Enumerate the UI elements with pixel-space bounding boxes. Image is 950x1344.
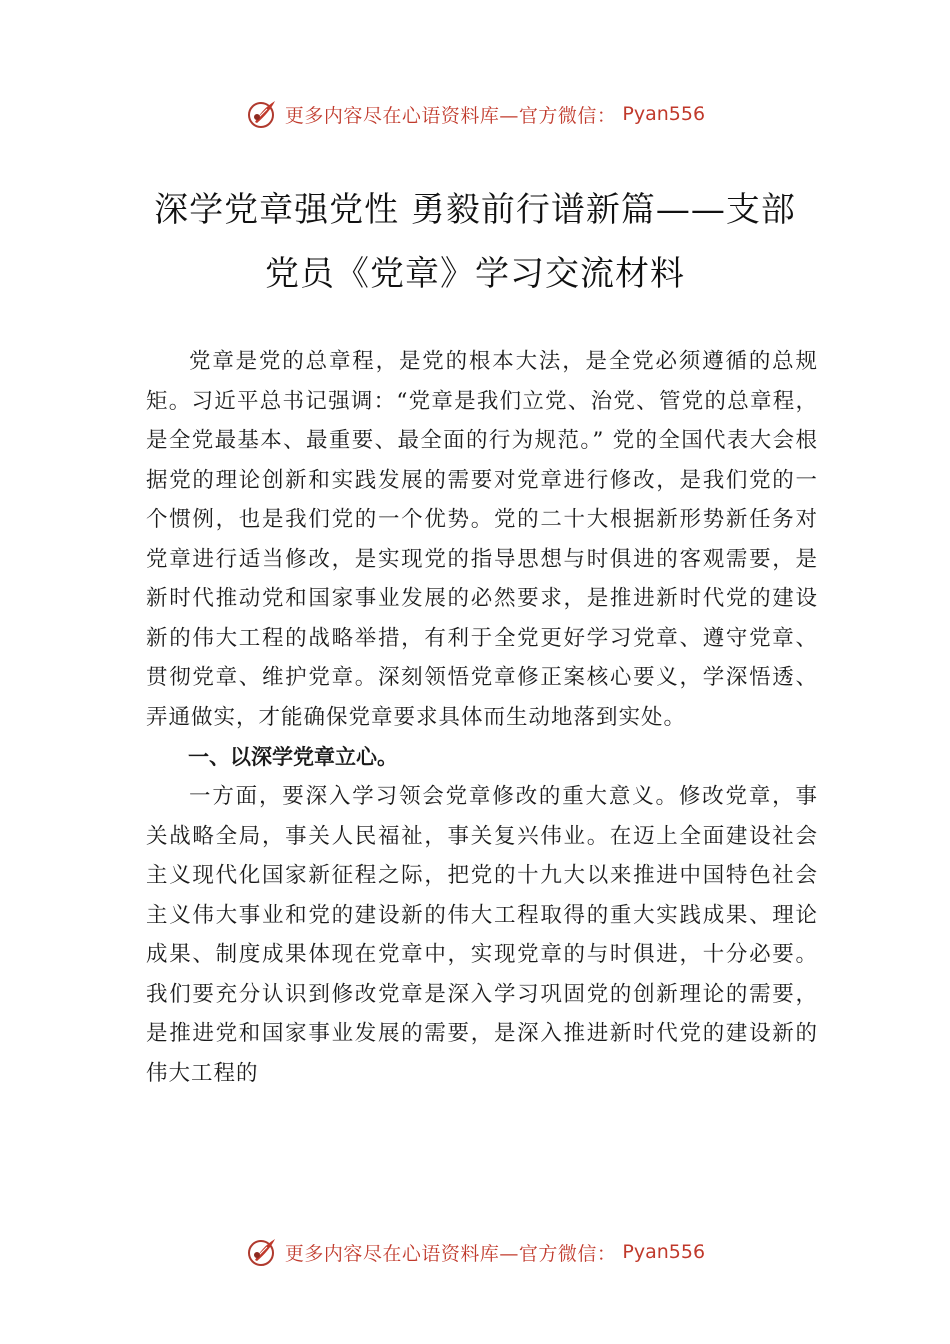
feather-seal-icon xyxy=(245,1235,279,1269)
intro-paragraph: 党章是党的总章程，是党的根本大法，是全党必须遵循的总规矩。习近平总书记强调：“党章是我们立党、治党、管党的总章程，是全党最基本、最重要、最全面的行为规范。” 党的全国代表大会根据党的理论创新和实践发展的需要对党章进行修改，是我们党的一个惯例，也是我们党的一个优势。党的二十大根据新形势新任务对党章进行适当修改，是实现党的指导思想与时俱进的客观需要，是新时代推动党和国家事业发展的必然要求，是推进新时代党的建设新的伟大工程的战略举措，有利于全党更好学习党章、遵守党章、贯彻党章、维护党章。深刻领悟党章修正案核心要义，学深悟透、弄通做实，才能确保党章要求具体而生动地落到实处。 xyxy=(146,349,818,730)
banner-wechat-id: Pyan556 xyxy=(622,103,706,125)
banner-label: 更多内容尽在心语资料库—官方微信： xyxy=(284,1242,617,1265)
document-body xyxy=(146,342,818,1093)
section-heading: 一、以深学党章立心。 xyxy=(188,745,398,769)
footer-watermark-banner xyxy=(0,1232,950,1272)
banner-label: 更多内容尽在心语资料库—官方微信： xyxy=(284,104,617,127)
document-title-line-2: 党员《党章》学习交流材料 xyxy=(265,254,685,294)
header-watermark-banner xyxy=(0,94,950,134)
banner-wechat-id: Pyan556 xyxy=(622,1241,706,1263)
document-title-line-1: 深学党章强党性 勇毅前行谱新篇——支部 xyxy=(154,190,796,230)
feather-seal-icon xyxy=(245,97,279,131)
section-paragraph: 一方面，要深入学习领会党章修改的重大意义。修改党章，事关战略全局，事关人民福祉，事关复兴伟业。在迈上全面建设社会主义现代化国家新征程之际，把党的十九大以来推进中国特色社会主义伟大事业和党的建设新的伟大工程取得的重大实践成果、理论成果、制度成果体现在党章中，实现党章的与时俱进，十分必要。我们要充分认识到修改党章是深入学习巩固党的创新理论的需要，是推进党和国家事业发展的需要，是深入推进新时代党的建设新的伟大工程的 xyxy=(146,784,818,1086)
